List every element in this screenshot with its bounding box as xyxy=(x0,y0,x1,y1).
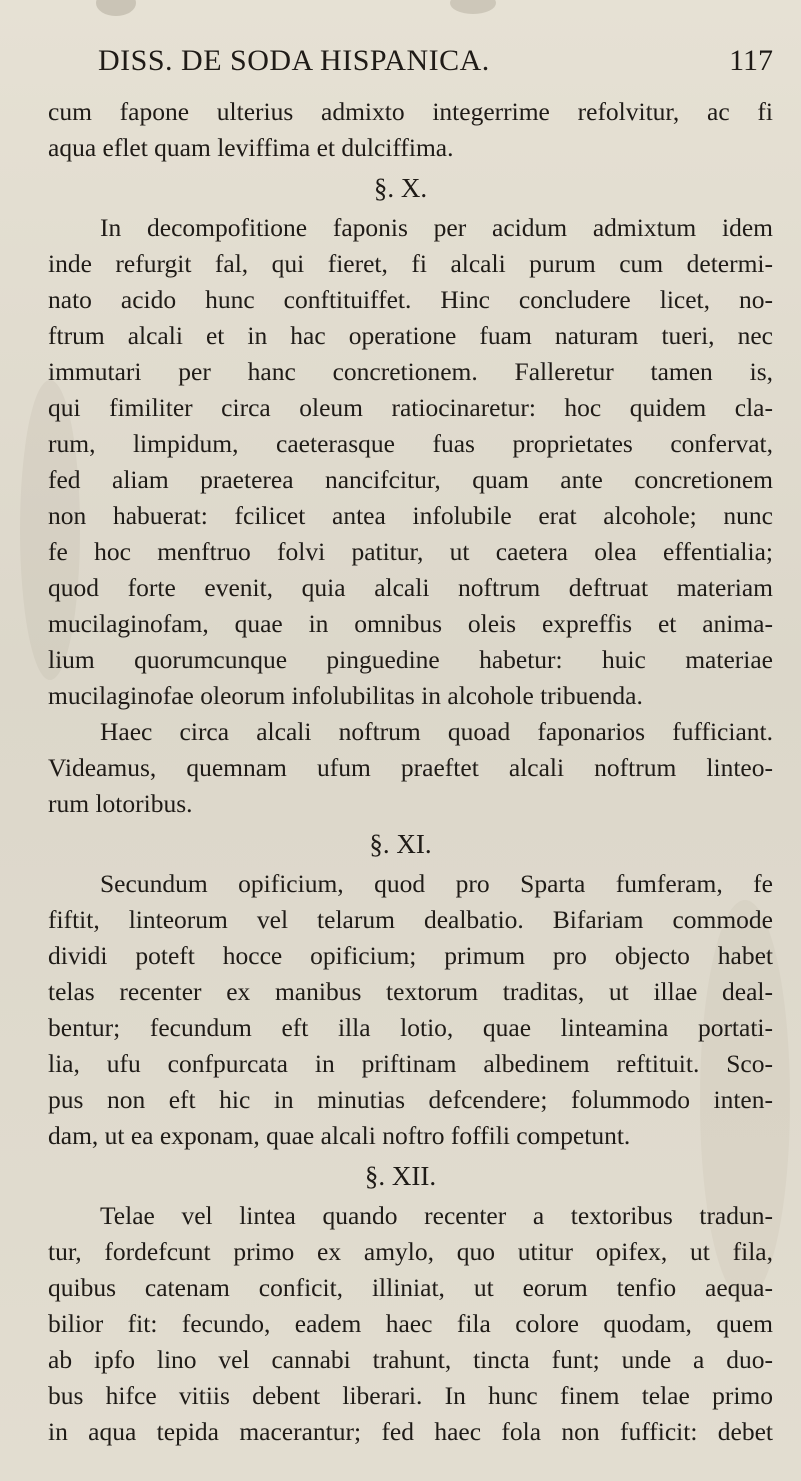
text-line: telas recenter ex manibus textorum traditas, ut illae deal- xyxy=(48,977,773,1006)
text-line: aqua eflet quam leviffima et dulciffima. xyxy=(48,133,454,162)
text-line: dividi poteft hocce opificium; primum pro objecto habet xyxy=(48,941,773,970)
text-line: rum lotoribus. xyxy=(48,789,193,818)
text-line: bus hifce vitiis debent liberari. In hunc finem telae primo xyxy=(48,1381,773,1410)
text-line: fed aliam praeterea nancifcitur, quam ante concretionem xyxy=(48,465,773,494)
text-line: Telae vel lintea quando recenter a textoribus tradun- xyxy=(100,1201,773,1230)
section-heading: §. XI. xyxy=(369,829,432,859)
text-line: Videamus, quemnam ufum praeftet alcali noftrum linteo- xyxy=(48,753,773,782)
paper-stain xyxy=(96,0,136,16)
page-number: 117 xyxy=(729,44,773,77)
text-line: dam, ut ea exponam, quae alcali noftro foffili competunt. xyxy=(48,1121,631,1150)
text-line: mucilaginofam, quae in omnibus oleis expreffis et anima- xyxy=(48,609,773,638)
text-line: ab ipfo lino vel cannabi trahunt, tincta funt; unde a duo- xyxy=(48,1345,773,1374)
text-body xyxy=(48,94,773,1450)
text-line: Secundum opificium, quod pro Sparta fumferam, fe xyxy=(100,869,773,898)
text-line: fiftit, linteorum vel telarum dealbatio. Bifariam commode xyxy=(48,905,773,934)
text-line: bilior fit: fecundo, eadem haec fila colore quodam, quem xyxy=(48,1309,773,1338)
text-line: fe hoc menftruo folvi patitur, ut caetera olea effentialia; xyxy=(48,537,773,566)
paper-stain xyxy=(450,0,496,14)
text-line: pus non eft hic in minutias defcendere; folummodo inten- xyxy=(48,1085,773,1114)
running-title: DISS. DE SODA HISPANICA. xyxy=(98,44,490,77)
text-line: cum fapone ulterius admixto integerrime refolvitur, ac fi xyxy=(48,97,773,126)
text-line: Haec circa alcali noftrum quoad faponarios fufficiant. xyxy=(100,717,773,746)
text-line: quod forte evenit, quia alcali noftrum deftruat materiam xyxy=(48,573,773,602)
text-line: ftrum alcali et in hac operatione fuam naturam tueri, nec xyxy=(48,321,773,350)
text-line: lium quorumcunque pinguedine habetur: huic materiae xyxy=(48,645,773,674)
text-line: mucilaginofae oleorum infolubilitas in alcohole tribuenda. xyxy=(48,681,643,710)
text-line: qui fimiliter circa oleum ratiocinaretur: hoc quidem cla- xyxy=(48,393,773,422)
text-line: quibus catenam conficit, illiniat, ut eorum tenfio aequa- xyxy=(48,1273,773,1302)
text-line: in aqua tepida macerantur; fed haec fola non fufficit: debet xyxy=(48,1417,773,1446)
text-line: nato acido hunc conftituiffet. Hinc concludere licet, no- xyxy=(48,285,773,314)
text-line: tur, fordefcunt primo ex amylo, quo utitur opifex, ut fila, xyxy=(48,1237,773,1266)
text-line: inde refurgit fal, qui fieret, fi alcali purum cum determi- xyxy=(48,249,773,278)
section-heading: §. X. xyxy=(373,173,428,203)
text-line: lia, ufu confpurcata in priftinam albedinem reftituit. Sco- xyxy=(48,1049,773,1078)
text-line: rum, limpidum, caeterasque fuas proprietates confervat, xyxy=(48,429,773,458)
text-line: immutari per hanc concretionem. Falleretur tamen is, xyxy=(48,357,773,386)
text-line: non habuerat: fcilicet antea infolubile erat alcohole; nunc xyxy=(48,501,773,530)
section-heading: §. XII. xyxy=(364,1161,437,1191)
text-line: bentur; fecundum eft illa lotio, quae linteamina portati- xyxy=(48,1013,773,1042)
page-header xyxy=(0,44,801,84)
text-line: In decompofitione faponis per acidum admixtum idem xyxy=(100,213,773,242)
